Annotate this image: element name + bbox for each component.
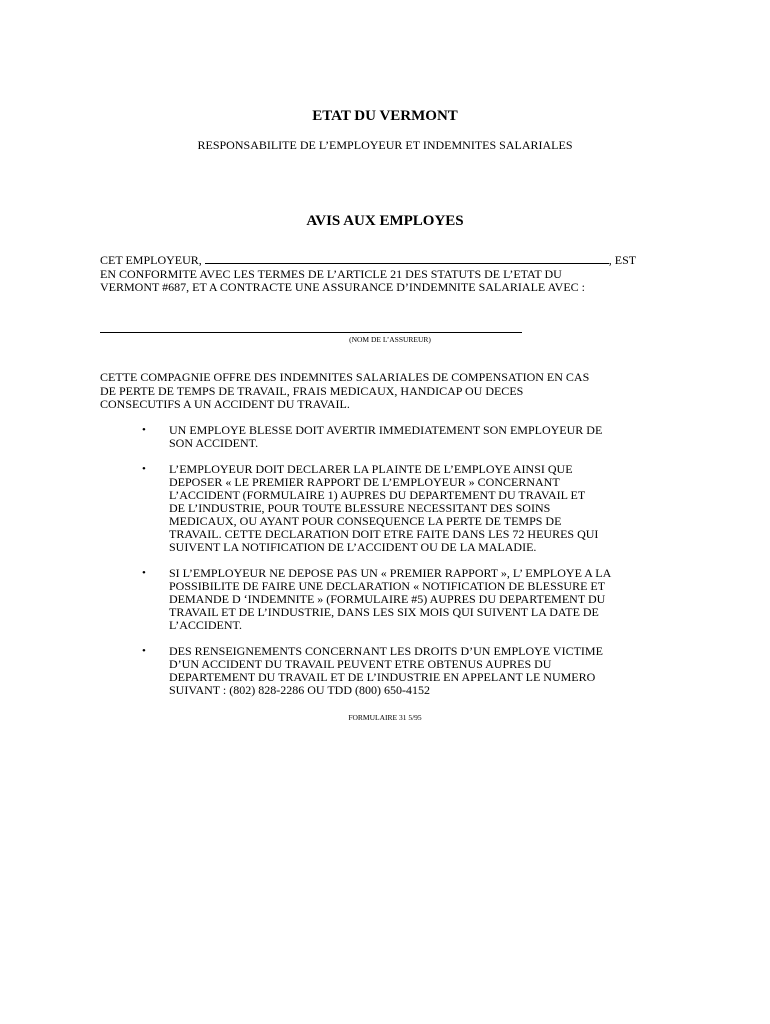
bullet-line: TRAVAIL ET DE L’INDUSTRIE, DANS LES SIX MOIS QUI SUIVENT LA DATE DE xyxy=(169,605,599,619)
notice-bullet-list xyxy=(142,424,702,710)
employer-label: CET EMPLOYEUR, xyxy=(100,253,202,267)
bullet-line: L’ACCIDENT. xyxy=(169,618,242,632)
insurer-name-blank[interactable] xyxy=(100,332,522,333)
bullet-icon: • xyxy=(142,645,146,657)
bullet-line: L’EMPLOYEUR DOIT DECLARER LA PLAINTE DE L’EMPLOYE AINSI QUE xyxy=(169,462,573,476)
bullet-item xyxy=(142,567,702,632)
intro-line-2: EN CONFORMITE AVEC LES TERMES DE L’ARTICLE 21 DES STATUTS DE L’ETAT DU xyxy=(100,266,562,281)
intro-line-1 xyxy=(100,253,680,268)
coverage-paragraph xyxy=(100,371,680,412)
coverage-line: DE PERTE DE TEMPS DE TRAVAIL, FRAIS MEDICAUX, HANDICAP OU DECES xyxy=(100,383,524,398)
bullet-line: SUIVANT : (802) 828-2286 OU TDD (800) 650-4152 xyxy=(169,683,430,697)
bullet-line: SON ACCIDENT. xyxy=(169,436,259,450)
bullet-line: POSSIBILITE DE FAIRE UNE DECLARATION « NOTIFICATION DE BLESSURE ET xyxy=(169,579,606,593)
bullet-line: DE L’INDUSTRIE, POUR TOUTE BLESSURE NECESSITANT DES SOINS xyxy=(169,501,551,515)
bullet-icon: • xyxy=(142,463,146,475)
intro-line-3: VERMONT #687, ET A CONTRACTE UNE ASSURANCE D’INDEMNITE SALARIALE AVEC : xyxy=(100,280,586,295)
bullet-item xyxy=(142,463,702,554)
employer-label-suffix: , EST xyxy=(608,253,637,267)
bullet-icon: • xyxy=(142,424,146,436)
bullet-line: SUIVENT LA NOTIFICATION DE L’ACCIDENT OU DE LA MALADIE. xyxy=(169,540,537,554)
bullet-line: DEPARTEMENT DU TRAVAIL ET DE L’INDUSTRIE EN APPELANT LE NUMERO xyxy=(169,670,596,684)
bullet-line: UN EMPLOYE BLESSE DOIT AVERTIR IMMEDIATEMENT SON EMPLOYEUR DE xyxy=(169,423,603,437)
bullet-line: MEDICAUX, OU AYANT POUR CONSEQUENCE LA PERTE DE TEMPS DE xyxy=(169,514,562,528)
notice-heading: AVIS AUX EMPLOYES xyxy=(306,213,464,229)
bullet-line: D’UN ACCIDENT DU TRAVAIL PEUVENT ETRE OBTENUS AUPRES DU xyxy=(169,657,552,671)
document-title: ETAT DU VERMONT xyxy=(312,108,458,124)
bullet-line: DES RENSEIGNEMENTS CONCERNANT LES DROITS D’UN EMPLOYE VICTIME xyxy=(169,644,603,658)
coverage-line: CONSECUTIFS A UN ACCIDENT DU TRAVAIL. xyxy=(100,397,350,412)
bullet-item xyxy=(142,424,702,450)
employer-name-blank[interactable] xyxy=(205,253,609,264)
bullet-item xyxy=(142,645,702,697)
insurer-caption: (NOM DE L’ASSUREUR) xyxy=(349,335,431,344)
bullet-line: DEMANDE D ‘INDEMNITE » (FORMULAIRE #5) AUPRES DU DEPARTEMENT DU xyxy=(169,592,606,606)
bullet-icon: • xyxy=(142,567,146,579)
bullet-line: TRAVAIL. CETTE DECLARATION DOIT ETRE FAITE DANS LES 72 HEURES QUI xyxy=(169,527,599,541)
coverage-line: CETTE COMPAGNIE OFFRE DES INDEMNITES SALARIALES DE COMPENSATION EN CAS xyxy=(100,370,590,384)
intro-paragraph xyxy=(100,253,680,295)
bullet-line: DEPOSER « LE PREMIER RAPPORT DE L’EMPLOYEUR » CONCERNANT xyxy=(169,475,560,489)
bullet-line: SI L’EMPLOYEUR NE DEPOSE PAS UN « PREMIER RAPPORT », L’ EMPLOYE A LA xyxy=(169,566,612,580)
bullet-line: L’ACCIDENT (FORMULAIRE 1) AUPRES DU DEPARTEMENT DU TRAVAIL ET xyxy=(169,488,586,502)
document-subtitle: RESPONSABILITE DE L’EMPLOYEUR ET INDEMNITES SALARIALES xyxy=(197,138,573,152)
form-number: FORMULAIRE 31 5/95 xyxy=(348,713,422,722)
